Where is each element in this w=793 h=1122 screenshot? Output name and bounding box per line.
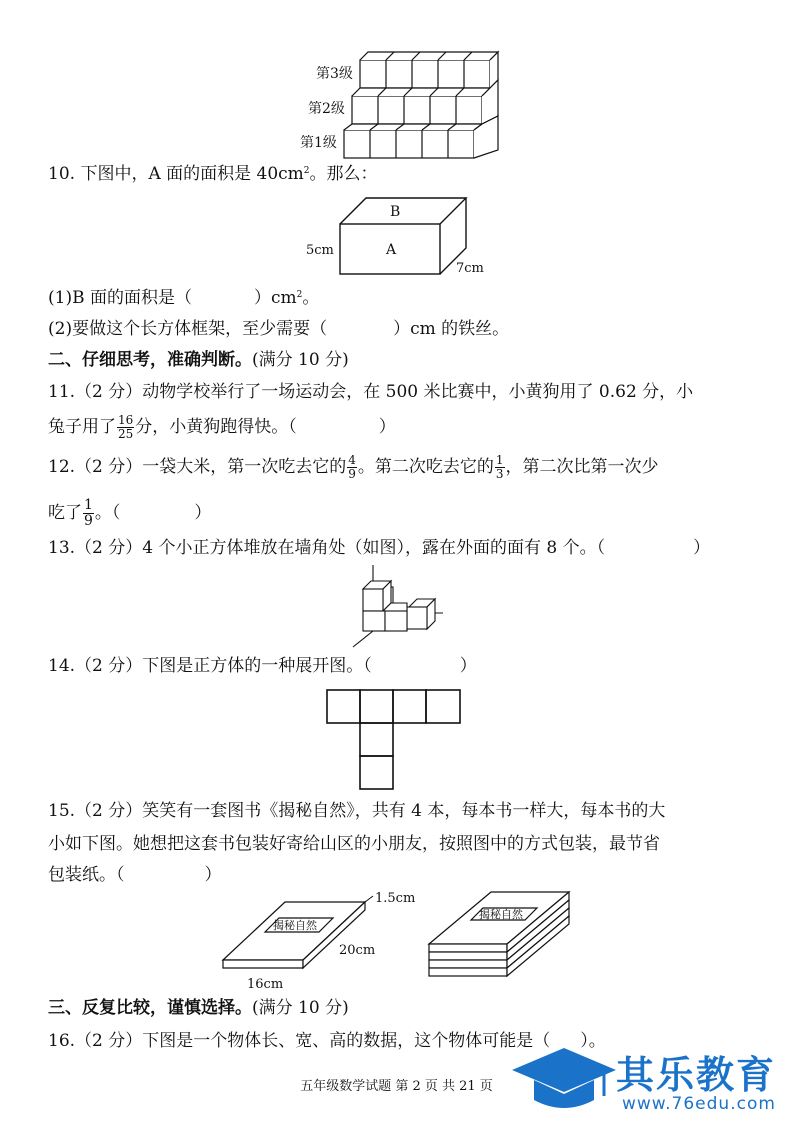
q12-fraction-3 — [83, 498, 94, 529]
brand-url: www.76edu.com — [622, 1094, 776, 1114]
q12-frac2-den: 3 — [495, 467, 504, 481]
q11-text-b: 分，小黄狗跑得快。（ — [135, 417, 297, 437]
stair-label-2: 第2级 — [308, 101, 345, 117]
q12-fraction-2 — [495, 454, 505, 481]
q10-sub1-text: (1)B 面的面积是（ — [48, 288, 192, 308]
book-figure — [215, 888, 595, 992]
cuboid-height-label: 5cm — [306, 243, 334, 258]
q14-text-b: ） — [459, 656, 477, 676]
section3-title: 三、反复比较，谨慎选择。 — [48, 998, 252, 1018]
cuboid-depth-label: 7cm — [456, 261, 484, 276]
section2-title: 二、仔细思考，准确判断。 — [48, 350, 252, 370]
q10-sub2 — [48, 318, 509, 340]
brand-name: 其乐教育 — [616, 1053, 777, 1097]
q14-text-a: 14.（2 分）下图是正方体的一种展开图。（ — [48, 656, 372, 676]
book-cover-title: 揭秘自然 — [273, 919, 317, 932]
cuboid-top-label: B — [390, 204, 401, 220]
section3-score: (满分 10 分) — [252, 998, 349, 1018]
q15-line3 — [48, 864, 222, 886]
cuboid-front-label: A — [386, 242, 397, 258]
q15-text-b: ） — [204, 865, 222, 885]
q12-text-d: 吃了 — [48, 503, 82, 523]
q11-line2 — [48, 414, 396, 441]
q10-sub2-text: (2)要做这个长方体框架，至少需要（ — [48, 319, 328, 339]
q12-frac2-num: 1 — [495, 453, 504, 467]
corner-cubes-figure — [345, 563, 450, 648]
q10-sub1-end: 。 — [302, 288, 320, 308]
q12-frac1-den: 9 — [348, 467, 356, 481]
q15-line2: 小如下图。她想把这套书包装好寄给山区的小朋友，按照图中的方式包装，最节省 — [48, 834, 660, 854]
book-thickness-label: 1.5cm — [375, 891, 416, 906]
book-width-label: 16cm — [247, 977, 284, 992]
section2-heading — [48, 349, 349, 371]
q13-text-b: ） — [693, 538, 711, 558]
brand-watermark[interactable] — [508, 1040, 788, 1118]
q12-line1 — [48, 454, 659, 481]
q12-text-f: ） — [194, 503, 212, 523]
section2-score: (满分 10 分) — [252, 350, 349, 370]
q16-text-a: 16.（2 分）下图是一个物体长、宽、高的数据，这个物体可能是（ — [48, 1031, 551, 1051]
q10-sup: 2 — [303, 166, 310, 176]
book-length-label: 20cm — [339, 943, 376, 958]
q11-text-c: ） — [378, 417, 396, 437]
q16-text-b: ）。 — [580, 1031, 606, 1051]
q11-line1: 11.（2 分）动物学校举行了一场运动会，在 500 米比赛中，小黄狗用了 0.62 分，小 — [48, 382, 694, 402]
q12-frac3-num: 1 — [84, 497, 93, 513]
page-footer: 五年级数学试题 第 2 页 共 21 页 — [300, 1079, 493, 1094]
q10-stem-text: 10. 下图中，A 面的面积是 40cm — [48, 164, 304, 184]
cuboid-figure — [300, 192, 500, 280]
q15-text-a: 包装纸。（ — [48, 865, 125, 885]
q10-sub1 — [48, 287, 319, 309]
q10-sub1-unit: ）cm — [253, 288, 297, 308]
stack-cover-title: 揭秘自然 — [479, 908, 523, 921]
q12-text-c: ，第二次比第一次少 — [505, 457, 659, 477]
q10-stem — [48, 163, 378, 185]
q10-stem-end: 。那么： — [309, 164, 378, 184]
q12-frac1-num: 4 — [348, 453, 356, 467]
q10-sub1-sup: 2 — [296, 290, 303, 300]
q14-text — [48, 655, 477, 677]
stair-label-1: 第1级 — [300, 135, 337, 151]
q10-sub2-end: ）cm 的铁丝。 — [393, 319, 510, 339]
q13-text-a: 13.（2 分）4 个小正方体堆放在墙角处（如图），露在外面的面有 8 个。（ — [48, 538, 606, 558]
q12-line2 — [48, 498, 211, 529]
q12-frac3-den: 9 — [84, 513, 93, 529]
stairs-figure — [290, 50, 510, 162]
q13-text — [48, 537, 710, 559]
q12-text-a: 12.（2 分）一袋大米，第一次吃去它的 — [48, 457, 347, 477]
cube-net-figure — [325, 688, 465, 792]
q11-frac-den: 25 — [118, 427, 134, 441]
q11-frac-num: 16 — [118, 413, 134, 427]
q11-fraction — [117, 414, 134, 441]
stair-label-3: 第3级 — [316, 66, 353, 82]
q12-text-e: 。（ — [94, 503, 121, 523]
q15-line1: 15.（2 分）笑笑有一套图书《揭秘自然》，共有 4 本，每本书一样大，每本书的大 — [48, 801, 666, 821]
section3-heading — [48, 997, 349, 1019]
q12-text-b: 。第二次吃去它的 — [357, 457, 494, 477]
graduation-cap-icon — [508, 1046, 618, 1116]
q12-fraction-1 — [347, 454, 357, 481]
q11-text-a: 兔子用了 — [48, 417, 116, 437]
